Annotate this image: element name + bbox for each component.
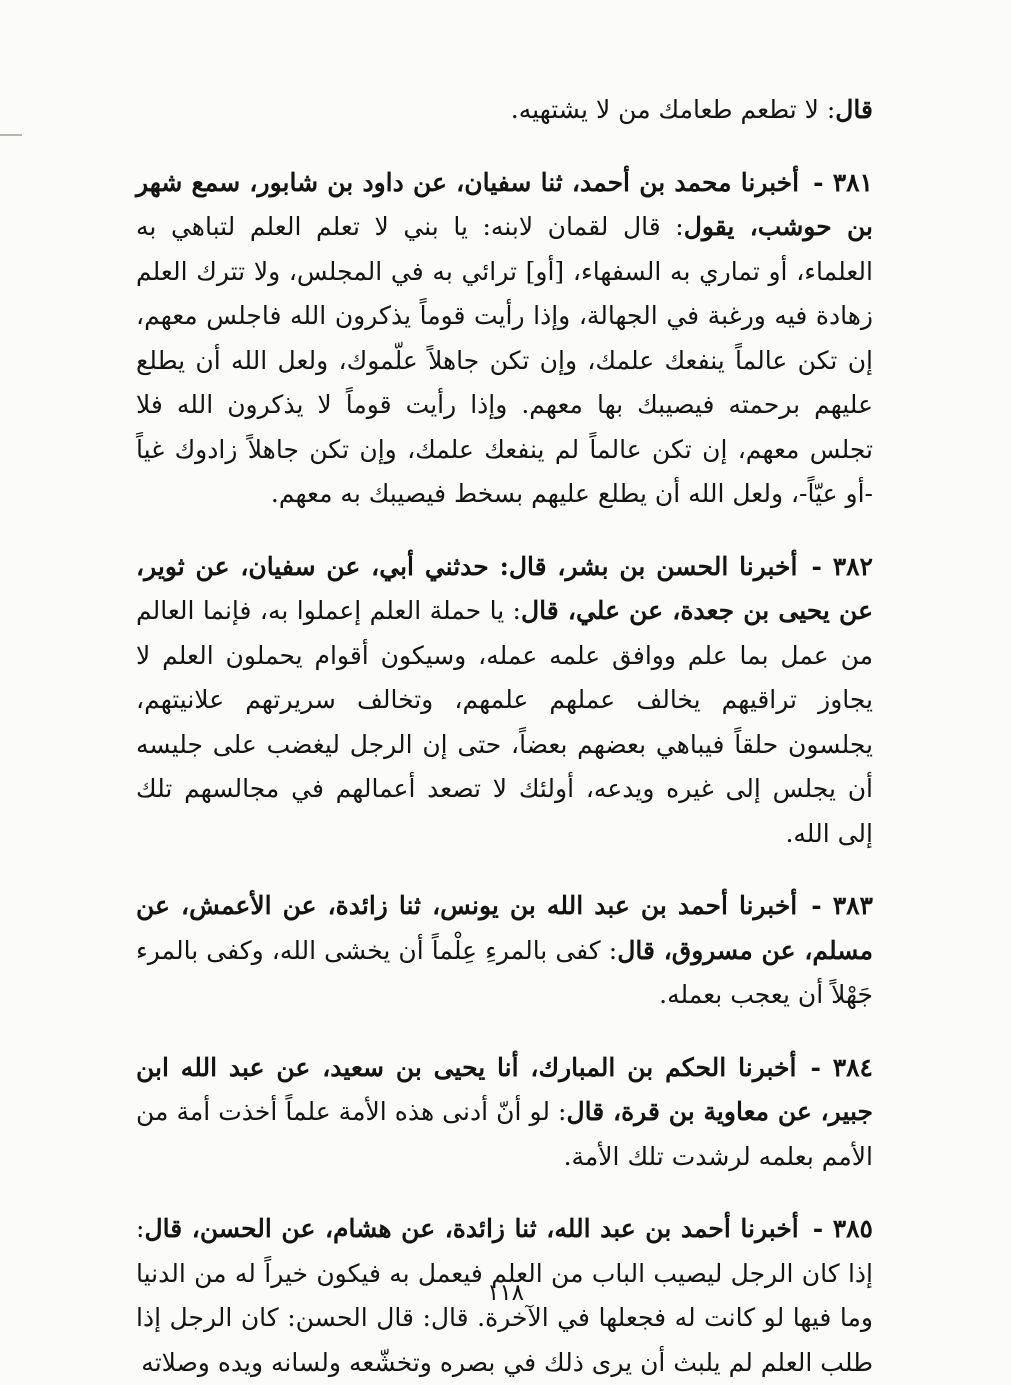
paragraph-text: : كفى بالمرءِ عِلْماً أن يخشى الله، وكفى بالمرء جَهْلاً أن يعجب بعمله. [136,935,873,1009]
paragraph-isnad: أخبرنا محمد بن أحمد، ثنا سفيان، عن داود بن شابور، سمع شهر بن حوشب، يقول [136,167,874,241]
paragraph-text: : قال لقمان لابنه: يا بني لا تعلم العلم لتباهي به العلماء، أو تماري به السفهاء، [أو] ترائي به في المجلس، ولا تترك العلم زهادة فيه ورغبة في الجهالة، وإذا رأيت قوماً يذكرون الله فاجلس معهم، إن تكن عالماً ينفعك علمك، وإن تكن جاهلاً علّموك، ولعل الله أن يطلع عليهم برحمته فيصيبك بها معهم. وإذا رأيت قوماً لا يذكرون الله فلا تجلس معهم، إن تكن عالماً لم ينفعك علمك، وإن تكن جاهلاً زادوك غياً -أو عيّاً-، ولعل الله أن يطلع عليهم بسخط فيصيبك به معهم. [136,212,873,508]
paragraph-381 [136,161,873,517]
paragraph-isnad: أخبرنا أحمد بن عبد الله، ثنا زائدة، عن هشام، عن الحسن، قال [144,1214,799,1243]
paragraph-384 [136,1046,873,1180]
paragraph-intro [136,88,873,133]
paragraph-isnad: أخبرنا أحمد بن عبد الله بن يونس، ثنا زائدة، عن الأعمش، عن مسلم، عن مسروق، قال [136,891,873,965]
paragraph-isnad: أخبرنا الحكم بن المبارك، أنا يحيى بن سعيد، عن عبد الله ابن جبير، عن معاوية بن قرة، قال [136,1052,873,1126]
paragraph-text: : لو أنّ أدنى هذه الأمة علماً أخذت أمة من الأمم بعلمه لرشدت تلك الأمة. [136,1097,873,1171]
paragraph-number: ٣٨٢ - [811,551,873,581]
page-body [136,88,873,1385]
paragraph-isnad: أخبرنا الحسن بن بشر، قال: حدثني أبي، عن سفيان، عن ثوير، عن يحيى بن جعدة، عن علي، قال [136,551,873,625]
paragraph-text: : إذا كان الرجل ليصيب الباب من العلم فيعمل به فيكون خيراً له من الدنيا وما فيها لو كانت له فجعلها في الآخرة. قال: قال الحسن: كان الرجل إذا طلب العلم لم يلبث أن يرى ذلك في بصره وتخشّعه ولسانه ويده وصلاته [136,1214,873,1377]
paragraph-text: : يا حملة العلم إعملوا به، فإنما العالم من عمل بما علم ووافق علمه عمله، وسيكون أقوام يحملون العلم لا يجاوز تراقيهم يخالف عملهم علمهم، وتخالف سريرتهم علانيتهم، يجلسون حلقاً فيباهي بعضهم بعضاً، حتى إن الرجل ليغضب على جليسه أن يجلس إلى غيره ويدعه، أولئك لا تصعد أعمالهم في مجالسهم تلك إلى الله. [136,596,873,848]
paragraph-number: ٣٨٥ - [812,1214,873,1243]
margin-mark [0,134,22,136]
paragraph-number: ٣٨١ - [813,167,873,197]
paragraph-382 [136,545,873,857]
paragraph-number: ٣٨٣ - [811,891,873,920]
page-number: ١١٨ [486,1280,525,1306]
paragraph-isnad: قال [835,95,873,124]
paragraph-number: ٣٨٤ - [810,1052,873,1082]
paragraph-383 [136,884,873,1018]
paragraph-text: : لا تطعم طعامك من لا يشتهيه. [510,95,836,124]
